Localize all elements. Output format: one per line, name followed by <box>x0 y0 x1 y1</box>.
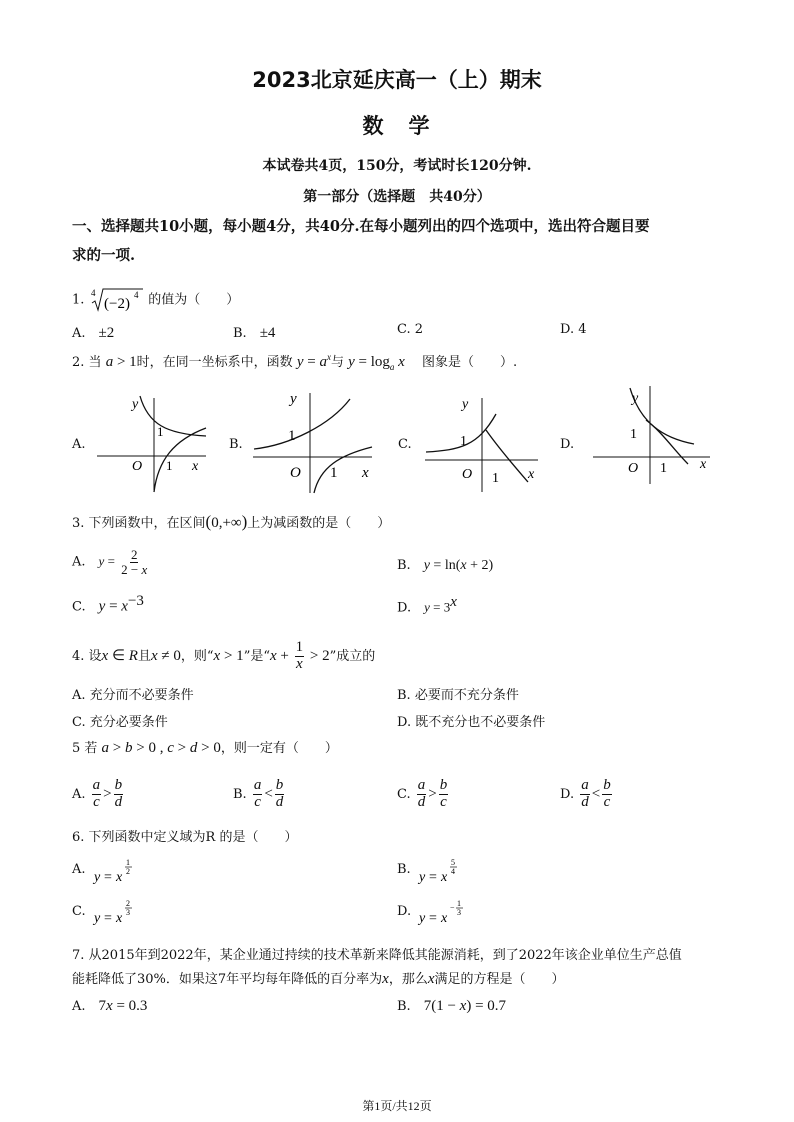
svg-text:1: 1 <box>492 471 499 486</box>
q1-number: 1. <box>72 292 85 308</box>
svg-text:1: 1 <box>166 458 173 473</box>
exam-title: 2023北京延庆高一（上）期末 <box>252 68 542 92</box>
question-6: 6. 下列函数中定义域为R 的是（ ） <box>72 830 298 845</box>
part-heading: 第一部分（选择题 共40分） <box>303 189 491 205</box>
svg-text:x: x <box>362 465 369 481</box>
svg-text:O: O <box>462 467 473 482</box>
q1-option-b: B. ±4 <box>233 325 276 341</box>
section-instructions-line1: 一、选择题共10小题，每小题4分，共40分.在每小题列出的四个选项中，选出符合题目要 <box>72 218 650 235</box>
svg-text:−: − <box>450 903 455 912</box>
q3-option-d: D. $y = 3^x$ <box>397 594 457 616</box>
question-4: 4. 设x ∈ R且x ≠ 0，则“x > 1”是“x + $\frac{1}{x}$ > 2”成立的 <box>72 639 376 672</box>
svg-text:y: y <box>290 391 297 407</box>
svg-text:3: 3 <box>126 908 130 917</box>
svg-text:4: 4 <box>451 867 455 876</box>
svg-text:y: y <box>94 911 101 926</box>
svg-text:2: 2 <box>126 899 130 908</box>
q6-option-a-label: A. <box>72 862 86 877</box>
svg-text:y: y <box>419 911 426 926</box>
svg-text:y: y <box>462 397 469 412</box>
exam-subject: 数 学 <box>362 114 432 138</box>
svg-text:1: 1 <box>460 434 467 449</box>
q5-option-c: C. $\frac{a}{d}$ > $\frac{b}{c}$ <box>397 777 448 810</box>
q4-option-b: B. 必要而不充分条件 <box>397 688 519 703</box>
svg-text:2: 2 <box>126 867 130 876</box>
q6-option-d-label: D. <box>397 904 412 919</box>
q5-option-d: D. $\frac{a}{d}$ < $\frac{b}{c}$ <box>560 777 611 810</box>
page-footer: 第1页/共12页 <box>362 1099 432 1113</box>
question-2: 2. 当 a > 1时，在同一坐标系中，函数 $y = a^x$与 $y = \log_a x$ 图象是（ ）. <box>72 352 518 372</box>
q1-suffix: 的值为（ ） <box>148 292 240 308</box>
q2-graph-a <box>94 390 214 495</box>
q4-option-c: C. 充分必要条件 <box>72 715 168 730</box>
svg-text:x: x <box>116 911 123 926</box>
q1-option-a: A. ±2 <box>72 325 115 341</box>
question-7-line2: 能耗降低了30%．如果这7年平均每年降低的百分率为x，那么x满足的方程是（ ） <box>72 971 565 987</box>
q4-option-a: A. 充分而不必要条件 <box>72 688 194 703</box>
svg-text:=: = <box>104 911 112 926</box>
svg-text:=: = <box>429 911 437 926</box>
exam-info: 本试卷共4页，150分，考试时长120分钟. <box>262 158 532 174</box>
q6-option-d-math <box>417 896 477 928</box>
svg-text:O: O <box>290 465 301 481</box>
q5-option-a: A. $\frac{a}{c}$ > $\frac{b}{d}$ <box>72 777 123 810</box>
q7-option-a: A. 7x = 0.3 <box>72 998 148 1014</box>
svg-text:1: 1 <box>288 428 296 444</box>
svg-text:5: 5 <box>451 858 455 867</box>
svg-text:x: x <box>700 457 707 472</box>
q6-option-c-math <box>92 896 142 928</box>
svg-text:4: 4 <box>133 290 139 300</box>
question-5: 5 若 a > b > 0 , c > d > 0，则一定有（ ） <box>72 740 338 756</box>
svg-text:x: x <box>441 870 448 885</box>
svg-text:y: y <box>419 870 426 885</box>
section-instructions-line2: 求的一项. <box>72 247 136 264</box>
svg-text:1: 1 <box>330 465 338 481</box>
q2-label-c: C. <box>398 437 412 452</box>
svg-text:(−2): (−2) <box>103 296 130 312</box>
radical-expression <box>89 286 145 314</box>
q6-option-c-label: C. <box>72 904 86 919</box>
svg-text:y: y <box>632 391 639 406</box>
q2-graph-d <box>590 380 715 490</box>
question-7-line1: 7. 从2015年到2022年，某企业通过持续的技术革新来降低其能源消耗，到了2022年该企业单位生产总值 <box>72 948 682 963</box>
q1-option-c: C. 2 <box>397 322 424 337</box>
svg-text:1: 1 <box>157 424 164 439</box>
q2-graph-c <box>420 390 545 495</box>
q5-option-b: B. $\frac{a}{c}$ < $\frac{b}{d}$ <box>233 777 284 810</box>
svg-text:=: = <box>429 870 437 885</box>
q2-label-a: A. <box>72 437 86 452</box>
question-1 <box>72 286 239 314</box>
q2-graph-b <box>250 385 380 495</box>
svg-text:1: 1 <box>660 461 667 476</box>
svg-text:O: O <box>628 461 639 476</box>
svg-text:x: x <box>441 911 448 926</box>
q2-label-b: B. <box>229 437 243 452</box>
q3-option-b: B. y = ln(x + 2) <box>397 558 494 573</box>
svg-text:4: 4 <box>90 288 96 298</box>
q1-option-d: D. 4 <box>560 322 587 337</box>
svg-text:y: y <box>94 870 101 885</box>
q2-label-d: D. <box>560 437 575 452</box>
svg-text:=: = <box>104 870 112 885</box>
svg-text:y: y <box>132 397 139 412</box>
svg-text:O: O <box>132 459 143 474</box>
q1-radical <box>89 288 149 312</box>
q6-option-b-math <box>417 855 467 887</box>
question-3: 3. 下列函数中，在区间(0,+∞)上为减函数的是（ ） <box>72 512 391 531</box>
q6-option-a-math <box>92 855 142 887</box>
svg-text:x: x <box>116 870 123 885</box>
q3-option-c: C. $y = x^{-3}$ <box>72 593 144 615</box>
svg-text:x: x <box>192 459 199 474</box>
svg-text:x: x <box>528 467 535 482</box>
svg-text:1: 1 <box>457 899 461 908</box>
svg-text:3: 3 <box>457 908 461 917</box>
q6-option-b-label: B. <box>397 862 411 877</box>
svg-text:1: 1 <box>126 858 130 867</box>
q7-option-b: B. 7(1 − x) = 0.7 <box>397 998 507 1014</box>
q4-option-d: D. 既不充分也不必要条件 <box>397 715 546 730</box>
q3-option-a: A. y = $\frac{2}{2 - x}$ <box>72 547 148 577</box>
svg-text:1: 1 <box>630 427 637 442</box>
